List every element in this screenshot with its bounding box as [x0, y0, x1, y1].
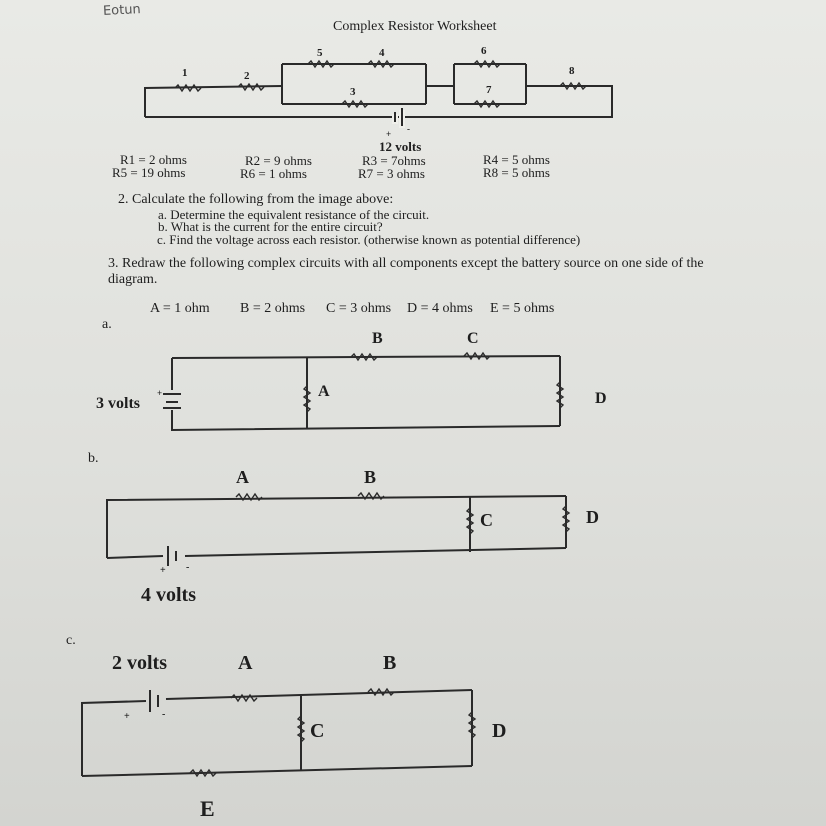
circuit-c-resistor-E: E: [200, 796, 215, 821]
name-scribble: Eotun: [102, 2, 142, 19]
circuit-a-resistor-B: B: [372, 330, 383, 347]
r8-value: R8 = 5 ohms: [483, 165, 550, 180]
r7-value: R7 = 3 ohms: [358, 166, 425, 181]
circuit-a-resistor-C: C: [467, 330, 479, 347]
c1-label-8: 8: [569, 65, 575, 77]
circuit-b-battery: 4 volts: [141, 584, 196, 606]
q3-value-d: D = 4 ohms: [407, 301, 473, 316]
circuit-c-battery: 2 volts: [112, 652, 167, 674]
circuit-b-resistor-D: D: [586, 507, 599, 527]
c1-plus: +: [386, 129, 392, 139]
c1-label-7: 7: [486, 84, 492, 96]
circuit-c-plus: +: [124, 711, 130, 722]
circuit-a-resistor-A: A: [318, 383, 330, 400]
circuit-c-minus: -: [162, 709, 166, 720]
r3-value: R3 = 7ohms: [362, 153, 426, 168]
circuit-a-resistor-D: D: [595, 390, 607, 407]
circuit-b-resistor-A: A: [236, 467, 249, 487]
circuit-c-resistor-A: A: [238, 652, 253, 674]
r2-value: R2 = 9 ohms: [245, 153, 312, 168]
q3-value-b: B = 2 ohms: [240, 301, 306, 316]
circuit-c-resistor-D: D: [492, 720, 507, 742]
circuit-b-minus: -: [186, 562, 190, 573]
r1-value: R1 = 2 ohms: [120, 152, 187, 167]
circuit-c-resistor-B: B: [383, 652, 397, 674]
r5-value: R5 = 19 ohms: [112, 165, 186, 180]
c1-battery-label: 12 volts: [379, 139, 422, 154]
c1-minus: -: [407, 124, 410, 134]
r6-value: R6 = 1 ohms: [240, 166, 307, 181]
q2-c: c. Find the voltage across each resistor. (otherwise known as potential difference): [157, 232, 581, 247]
circuit-b-resistor-B: B: [364, 467, 377, 487]
circuit-b-plus: +: [160, 565, 166, 576]
circuit-b-label: b.: [88, 451, 99, 466]
c1-label-5: 5: [317, 47, 323, 59]
c1-label-1: 1: [182, 67, 188, 79]
c1-label-6: 6: [481, 45, 487, 57]
q2-b: b. What is the current for the entire circuit?: [158, 219, 383, 234]
circuit-a-plus: +: [157, 388, 163, 398]
q2-prompt: 2. Calculate the following from the image above:: [118, 192, 394, 207]
c1-label-4: 4: [379, 47, 385, 59]
r4-value: R4 = 5 ohms: [483, 152, 550, 167]
worksheet-title: Complex Resistor Worksheet: [333, 19, 497, 34]
circuit-c-label: c.: [66, 633, 76, 648]
c1-label-3: 3: [350, 86, 356, 98]
q3-value-e: E = 5 ohms: [490, 301, 555, 316]
circuit-a-label: a.: [102, 317, 112, 332]
c1-label-2: 2: [244, 70, 250, 82]
q3-prompt-line2: diagram.: [108, 272, 158, 287]
circuit-c-resistor-C: C: [310, 720, 325, 742]
q2-a: a. Determine the equivalent resistance of the circuit.: [158, 207, 430, 222]
q3-value-a: A = 1 ohm: [150, 301, 210, 316]
q3-value-c: C = 3 ohms: [326, 301, 392, 316]
circuit-a-battery: 3 volts: [96, 395, 140, 412]
circuit-b-resistor-C: C: [480, 510, 493, 530]
q3-prompt-line1: 3. Redraw the following complex circuits with all components except the battery source on one side of the: [108, 256, 704, 271]
